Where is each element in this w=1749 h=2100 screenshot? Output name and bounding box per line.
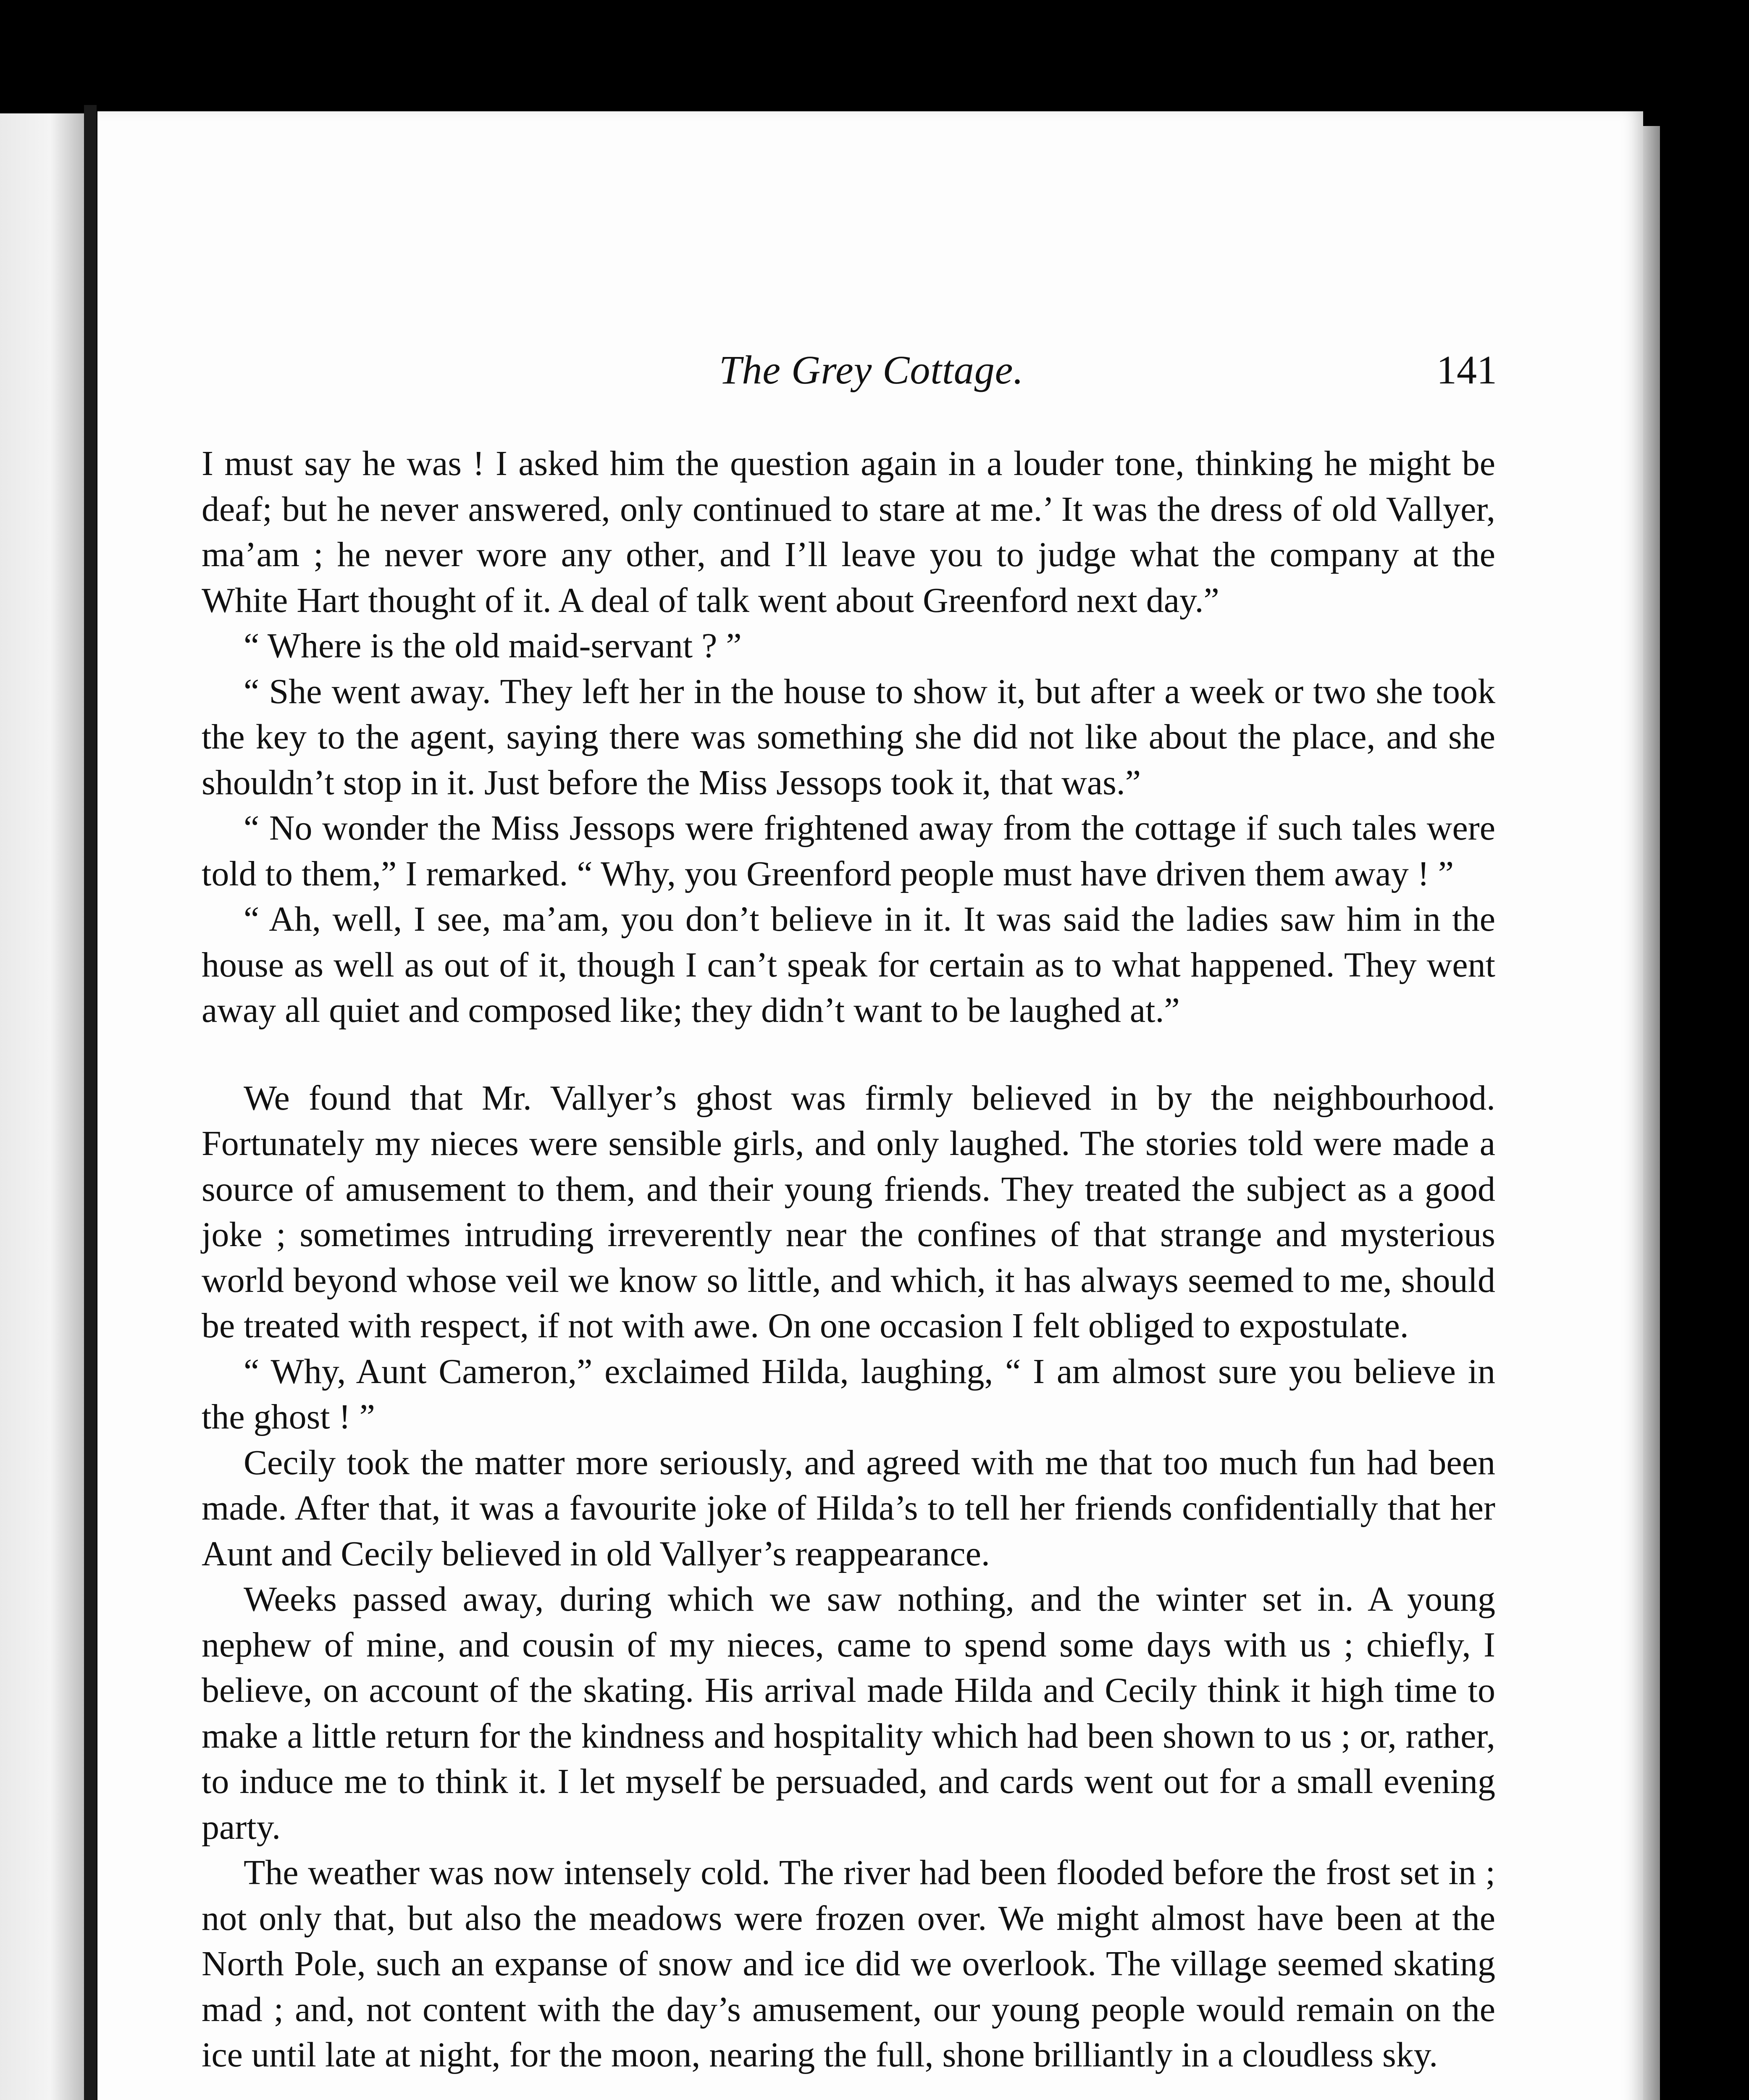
paragraph: Weeks passed away, during which we saw nothing, and the winter set in. A young nephew of mine, and cousin of my nieces, came to spend some days with us ; chiefly, I believe, on account of the skating. His arrival made Hilda and Cecily think it high time to make a little return for the kindness and hospitality which had been shown to us ; or, rather, to induce me to think it. I let myself be persuaded, and cards went out for a small evening party.: [202, 1580, 1495, 1847]
paragraph: “ No wonder the Miss Jessops were frightened away from the cottage if such tales were told to them,” I remarked. “ Why, you Greenford people must have driven them away ! ”: [202, 808, 1495, 893]
running-title: The Grey Cottage.: [719, 347, 1024, 392]
page-edge-shadow: [1643, 126, 1660, 2100]
page-number: 141: [1436, 347, 1497, 392]
paragraph: The weather was now intensely cold. The river had been flooded before the frost set in ; not only that, but also the meadows were frozen over. We might almost have been at the North Pole, such an expanse of snow and ice did we overlook. The village seemed skating mad ; and, not content with the day’s amusement, our young people would remain on the ice until late at night, for the moon, nearing the full, shone brilliantly in a cloudless sky.: [202, 1853, 1495, 2074]
paragraph: Cecily took the matter more seriously, and agreed with me that too much fun had been made. After that, it was a favourite joke of Hilda’s to tell her friends confidentially that her Aunt and Cecily believed in old Vallyer’s reappearance.: [202, 1443, 1495, 1573]
paragraph: “ Why, Aunt Cameron,” exclaimed Hilda, laughing, “ I am almost sure you believe in the ghost ! ”: [202, 1352, 1495, 1436]
book-page: [97, 111, 1643, 2100]
paragraph: We found that Mr. Vallyer’s ghost was firmly believed in by the neighbourhood. Fortunately my nieces were sensible girls, and only laughed. The stories told were made a source of amusement to them, and their young friends. They treated the subject as a good joke ; sometimes intruding irreverently near the confines of that strange and mysterious world beyond whose veil we know so little, and which, it has always seemed to me, should be treated with respect, if not with awe. On one occasion I felt obliged to expostulate.: [202, 1078, 1495, 1345]
body-text: [202, 441, 1495, 2078]
book-gutter: [84, 105, 97, 2100]
paragraph: “ Where is the old maid-servant ? ”: [244, 626, 742, 665]
paragraph: “ Ah, well, I see, ma’am, you don’t believe in it. It was said the ladies saw him in the house as well as out of it, though I can’t speak for certain as to what happened. They went away all quiet and composed like; they didn’t want to be laughed at.”: [202, 900, 1495, 1030]
running-head: [97, 346, 1643, 397]
facing-page-edge: [0, 113, 84, 2100]
paragraph: “ She went away. They left her in the house to show it, but after a week or two she took the key to the agent, saying there was something she did not like about the place, and she shouldn’t stop in it. Just before the Miss Jessops took it, that was.”: [202, 672, 1495, 802]
paragraph: I must say he was ! I asked him the question again in a louder tone, thinking he might be deaf; but he never answered, only continued to stare at me.’ It was the dress of old Vallyer, ma’am ; he never wore any other, and I’ll leave you to judge what the company at the White Hart thought of it. A deal of talk went about Greenford next day.”: [202, 444, 1495, 620]
